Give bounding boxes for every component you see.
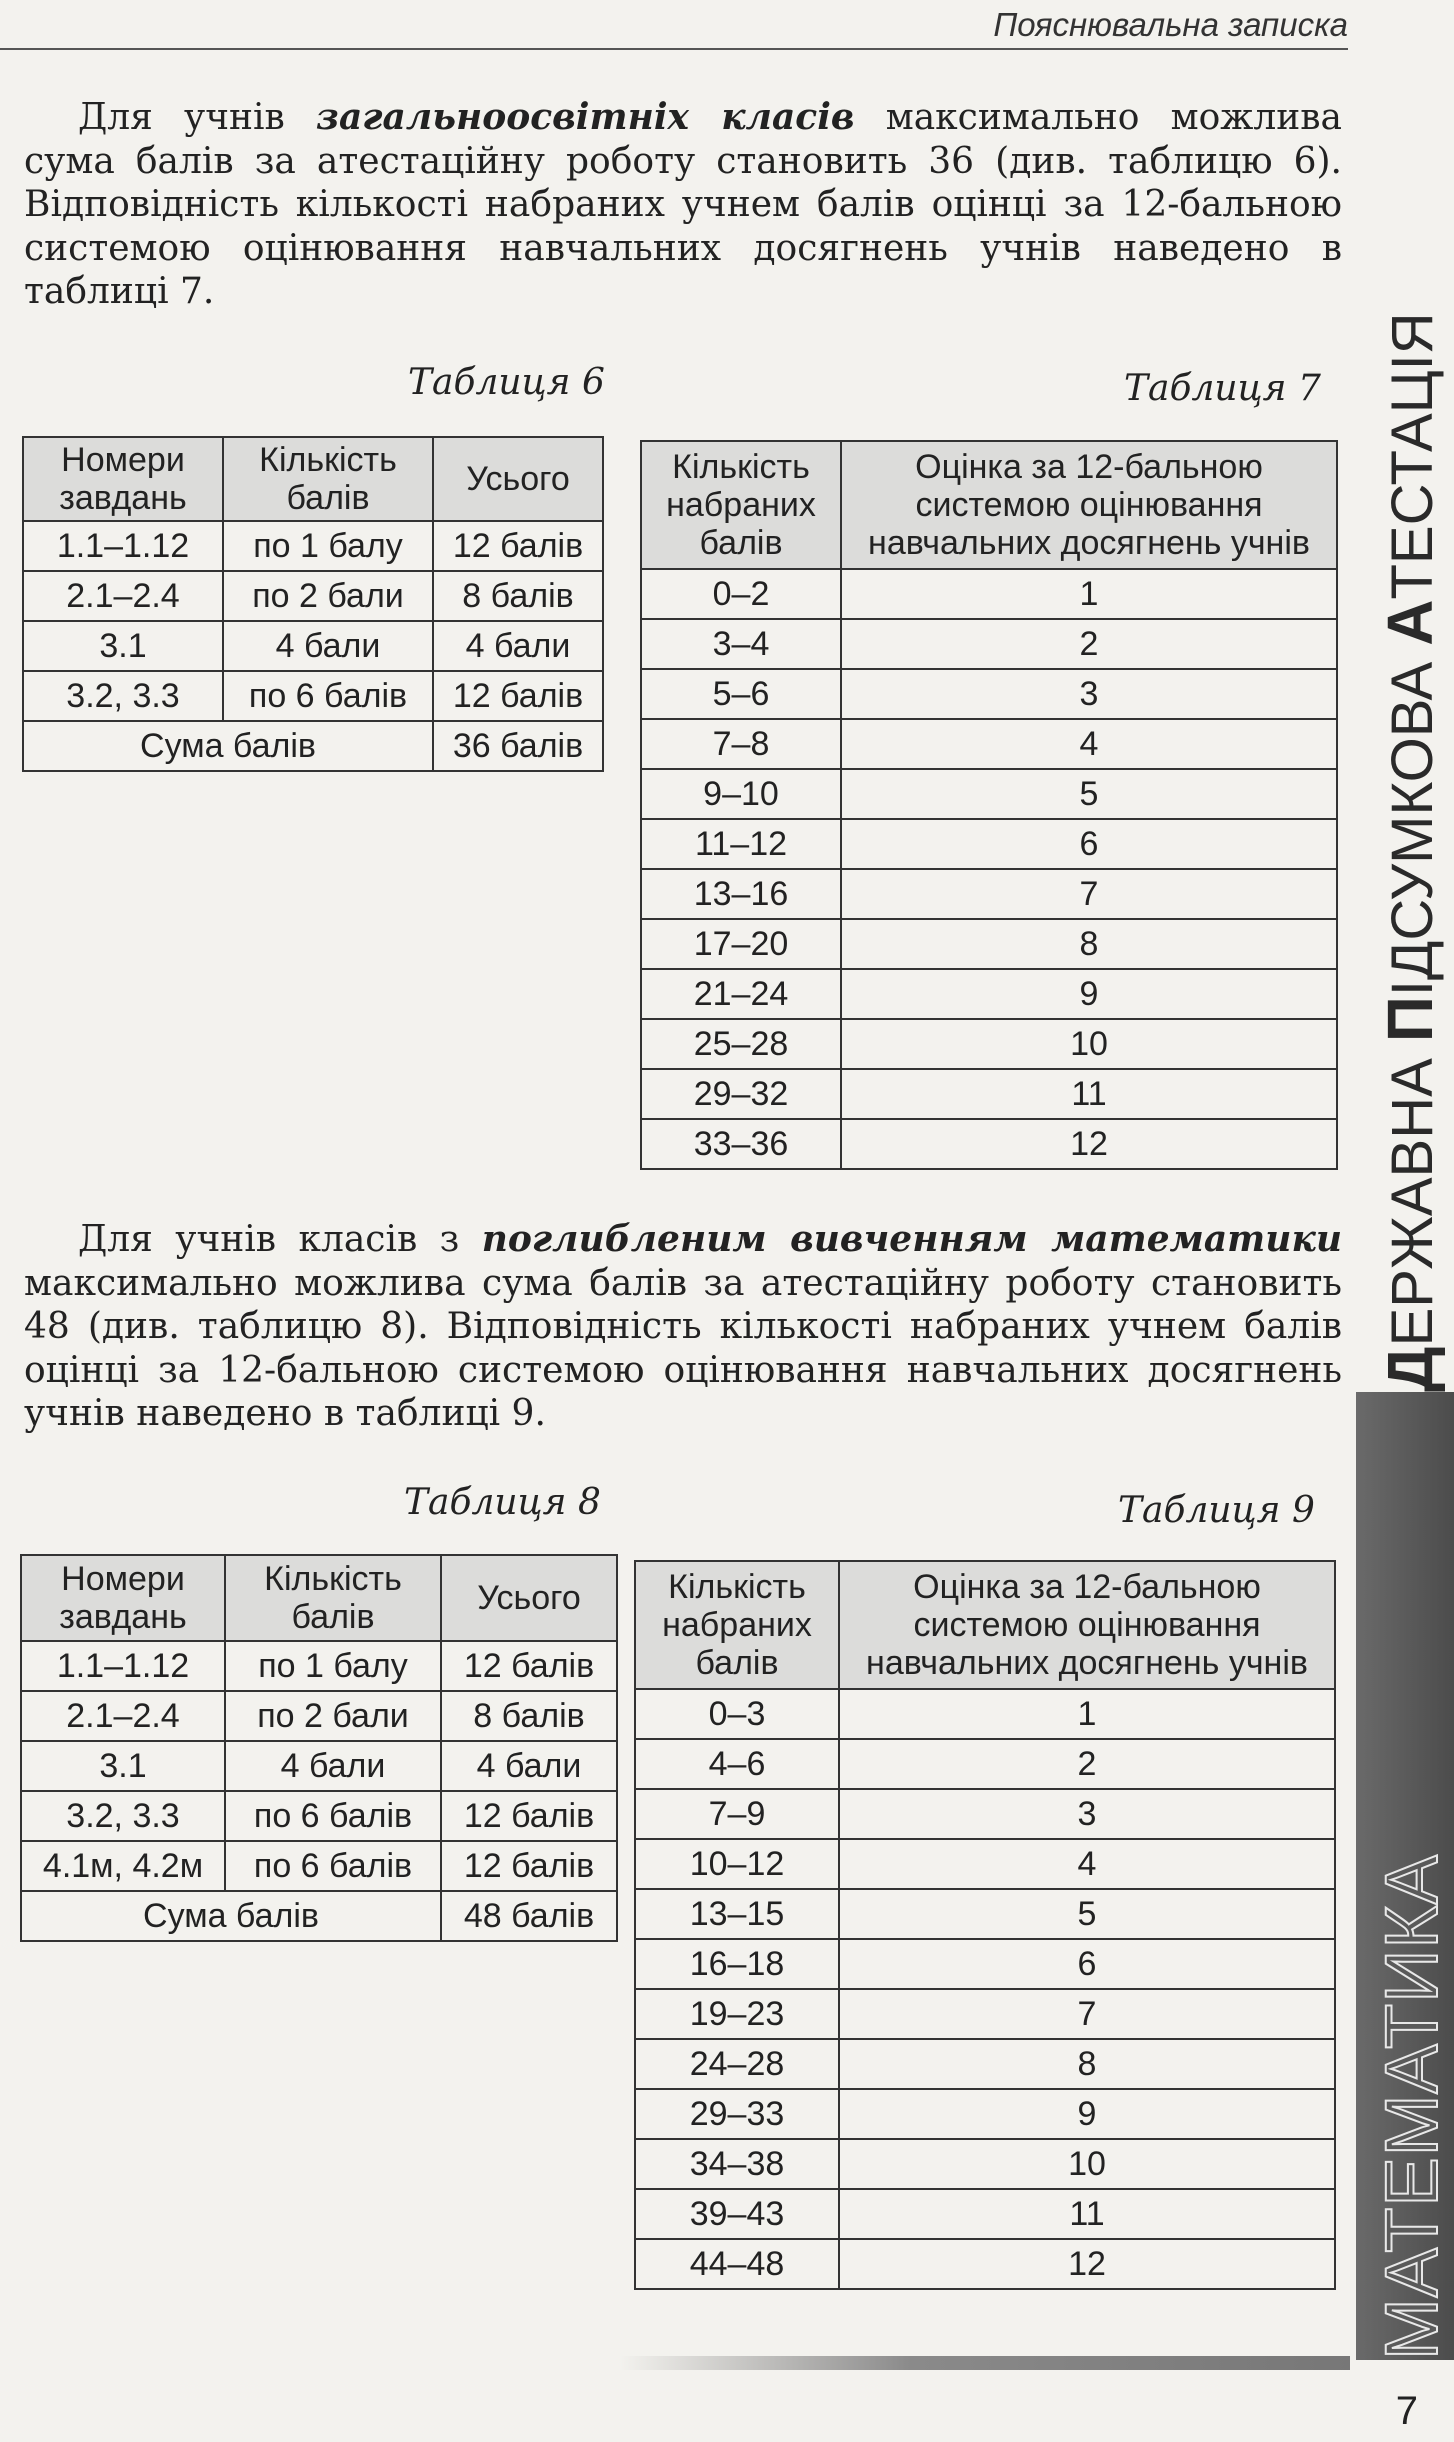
- table-cell: 10: [839, 2139, 1335, 2189]
- footer-bar: [620, 2356, 1350, 2370]
- table-row: [635, 2089, 1335, 2139]
- emphasis-text: загальноосвітніх класів: [316, 96, 855, 138]
- table-row: [21, 1741, 617, 1791]
- table-cell: 11: [841, 1069, 1337, 1119]
- table-cell: 1: [839, 1689, 1335, 1739]
- table-cell: 6: [841, 819, 1337, 869]
- table-cell: 7: [841, 869, 1337, 919]
- table-cell: 4: [839, 1839, 1335, 1889]
- table-cell: 12 балів: [433, 671, 603, 721]
- table-cell: 12 балів: [441, 1791, 617, 1841]
- paragraph-general-classes: [24, 96, 1342, 314]
- table-cell: 2.1–2.4: [23, 571, 223, 621]
- table-cell: 1.1–1.12: [21, 1641, 225, 1691]
- table-cell: по 1 балу: [225, 1641, 441, 1691]
- table-header-row: [641, 441, 1337, 569]
- table-row: [635, 2039, 1335, 2089]
- table-7: [640, 440, 1338, 1170]
- column-header: Оцінка за 12-бальною системою оцінювання навчальних досягнень учнів: [841, 441, 1337, 569]
- table-row: [641, 969, 1337, 1019]
- column-header: Усього: [433, 437, 603, 521]
- sum-label: Сума балів: [21, 1891, 441, 1941]
- table-row: [23, 521, 603, 571]
- table-row: [641, 1019, 1337, 1069]
- table-cell: 7–8: [641, 719, 841, 769]
- paragraph-text: максимально можлива сума балів за атестаційну роботу становить 48 (див. таблицю 8). Відповідність кількості набраних учнем балів оцінці за 12-бальною системою оцінювання навчальних досягнень учнів наведено в таблиці 9.: [24, 1262, 1342, 1434]
- table-row: [635, 1689, 1335, 1739]
- table-cell: 33–36: [641, 1119, 841, 1169]
- table-cell: 39–43: [635, 2189, 839, 2239]
- table-cell: 44–48: [635, 2239, 839, 2289]
- table-row: [641, 669, 1337, 719]
- table-cell: по 6 балів: [225, 1841, 441, 1891]
- table-cell: по 1 балу: [223, 521, 433, 571]
- table-row: [23, 571, 603, 621]
- table-body: [23, 521, 603, 771]
- table-row: [641, 719, 1337, 769]
- sidebar-initial: Д: [1374, 1346, 1446, 1392]
- column-header: Усього: [441, 1555, 617, 1641]
- table-row: [21, 1641, 617, 1691]
- table-cell: по 2 бали: [225, 1691, 441, 1741]
- table-cell: 29–33: [635, 2089, 839, 2139]
- table-row: [641, 1069, 1337, 1119]
- sidebar-initial: П: [1374, 996, 1446, 1043]
- paragraph-text: Для учнів класів з: [78, 1219, 482, 1260]
- table-6: [22, 436, 604, 772]
- table-caption-8: Таблиця 8: [404, 1482, 601, 1523]
- table-cell: 9–10: [641, 769, 841, 819]
- table-cell: 4 бали: [223, 621, 433, 671]
- table-cell: 4 бали: [441, 1741, 617, 1791]
- table-caption-9: Таблиця 9: [1118, 1490, 1315, 1531]
- table-cell: 11: [839, 2189, 1335, 2239]
- table-cell: 8 балів: [433, 571, 603, 621]
- table-cell: 8: [839, 2039, 1335, 2089]
- table-cell: 10: [841, 1019, 1337, 1069]
- sidebar-word: ІДСУМКОВА: [1380, 645, 1445, 997]
- table-cell: 13–16: [641, 869, 841, 919]
- table-cell: 29–32: [641, 1069, 841, 1119]
- table-cell: 34–38: [635, 2139, 839, 2189]
- table-row: [635, 1789, 1335, 1839]
- table-cell: 16–18: [635, 1939, 839, 1989]
- table-cell: 8: [841, 919, 1337, 969]
- table-row: [635, 1989, 1335, 2039]
- table-cell: 2: [841, 619, 1337, 669]
- table-header-row: [21, 1555, 617, 1641]
- table-cell: 12 балів: [433, 521, 603, 571]
- table-body: [635, 1689, 1335, 2289]
- table-9: [634, 1560, 1336, 2290]
- table-cell: 3.2, 3.3: [23, 671, 223, 721]
- column-header: Кількість балів: [223, 437, 433, 521]
- table-8: [20, 1554, 618, 1942]
- sum-label: Сума балів: [23, 721, 433, 771]
- table-cell: 11–12: [641, 819, 841, 869]
- table-row: [641, 869, 1337, 919]
- table-body: [641, 569, 1337, 1169]
- table-cell: 2: [839, 1739, 1335, 1789]
- table-cell: 0–3: [635, 1689, 839, 1739]
- table-cell: 8 балів: [441, 1691, 617, 1741]
- table-cell: 12: [841, 1119, 1337, 1169]
- table-cell: 13–15: [635, 1889, 839, 1939]
- column-header: Оцінка за 12-бальною системою оцінювання навчальних досягнень учнів: [839, 1561, 1335, 1689]
- table-row: [635, 2139, 1335, 2189]
- sidebar-word: ЕРЖАВНА: [1380, 1042, 1445, 1347]
- table-cell: 7: [839, 1989, 1335, 2039]
- table-cell: 7–9: [635, 1789, 839, 1839]
- table-row: [635, 1739, 1335, 1789]
- paragraph-advanced-math: [24, 1218, 1342, 1436]
- table-header-row: [23, 437, 603, 521]
- running-header: Пояснювальна записка: [993, 6, 1348, 43]
- table-cell: 4 бали: [225, 1741, 441, 1791]
- page-number: 7: [1395, 2389, 1418, 2433]
- table-cell: 10–12: [635, 1839, 839, 1889]
- table-cell: 4–6: [635, 1739, 839, 1789]
- table-cell: 4 бали: [433, 621, 603, 671]
- column-header: Кількість набраних балів: [641, 441, 841, 569]
- table-caption-6: Таблиця 6: [408, 362, 605, 403]
- table-row: [21, 1841, 617, 1891]
- emphasis-text: поглибленим вивченням математики: [481, 1218, 1342, 1260]
- table-cell: 4.1м, 4.2м: [21, 1841, 225, 1891]
- column-header: Кількість балів: [225, 1555, 441, 1641]
- sidebar-initial: А: [1374, 599, 1446, 646]
- table-cell: 12 балів: [441, 1641, 617, 1691]
- table-row: [635, 2189, 1335, 2239]
- table-cell: 0–2: [641, 569, 841, 619]
- table-cell: 9: [841, 969, 1337, 1019]
- table-row: [641, 569, 1337, 619]
- table-cell: 3: [839, 1789, 1335, 1839]
- column-header: Кількість набраних балів: [635, 1561, 839, 1689]
- table-cell: 5–6: [641, 669, 841, 719]
- column-header: Номери завдань: [23, 437, 223, 521]
- sidebar-section-label: [1356, 60, 1454, 2360]
- table-row: [23, 621, 603, 671]
- table-row: [641, 1119, 1337, 1169]
- table-cell: 9: [839, 2089, 1335, 2139]
- table-cell: 1: [841, 569, 1337, 619]
- table-cell: по 6 балів: [225, 1791, 441, 1841]
- table-row: [641, 919, 1337, 969]
- paragraph-text: максимально можлива сума балів за атестаційну роботу становить 36 (див. таблицю 6). Відповідність кількості набраних учнем балів оцінці за 12-бальною системою оцінювання навчальних досягнень учнів наведено в таблиці 7.: [24, 97, 1343, 312]
- table-row: [641, 769, 1337, 819]
- table-row: [635, 1889, 1335, 1939]
- table-cell: 21–24: [641, 969, 841, 1019]
- header-rule: [0, 48, 1348, 50]
- table-cell: по 6 балів: [223, 671, 433, 721]
- table-row: [21, 1691, 617, 1741]
- table-cell: 24–28: [635, 2039, 839, 2089]
- table-row: [635, 2239, 1335, 2289]
- table-cell: 1.1–1.12: [23, 521, 223, 571]
- table-row: [641, 819, 1337, 869]
- table-row: [21, 1791, 617, 1841]
- table-row: [641, 619, 1337, 669]
- table-cell: 19–23: [635, 1989, 839, 2039]
- table-cell: 3.2, 3.3: [21, 1791, 225, 1841]
- table-cell: 17–20: [641, 919, 841, 969]
- table-cell: 4: [841, 719, 1337, 769]
- sidebar-word: ТЕСТАЦІЯ: [1380, 312, 1445, 600]
- table-cell: 6: [839, 1939, 1335, 1989]
- table-cell: 3: [841, 669, 1337, 719]
- table-body: [21, 1641, 617, 1941]
- sidebar-exam-title: [1373, 312, 1447, 1392]
- table-sum-row: [23, 721, 603, 771]
- sum-value: 48 балів: [441, 1891, 617, 1941]
- table-header-row: [635, 1561, 1335, 1689]
- table-cell: 12: [839, 2239, 1335, 2289]
- table-cell: 2.1–2.4: [21, 1691, 225, 1741]
- table-cell: 3.1: [23, 621, 223, 671]
- sum-value: 36 балів: [433, 721, 603, 771]
- table-cell: 5: [841, 769, 1337, 819]
- column-header: Номери завдань: [21, 1555, 225, 1641]
- table-cell: 25–28: [641, 1019, 841, 1069]
- table-caption-7: Таблиця 7: [1124, 368, 1321, 409]
- table-cell: 3.1: [21, 1741, 225, 1791]
- table-row: [635, 1939, 1335, 1989]
- paragraph-text: Для учнів: [78, 97, 316, 138]
- table-cell: 12 балів: [441, 1841, 617, 1891]
- table-row: [635, 1839, 1335, 1889]
- table-cell: по 2 бали: [223, 571, 433, 621]
- table-sum-row: [21, 1891, 617, 1941]
- table-cell: 5: [839, 1889, 1335, 1939]
- table-cell: 3–4: [641, 619, 841, 669]
- sidebar-subject-title: МАТЕМАТИКА: [1370, 1854, 1453, 2360]
- table-row: [23, 671, 603, 721]
